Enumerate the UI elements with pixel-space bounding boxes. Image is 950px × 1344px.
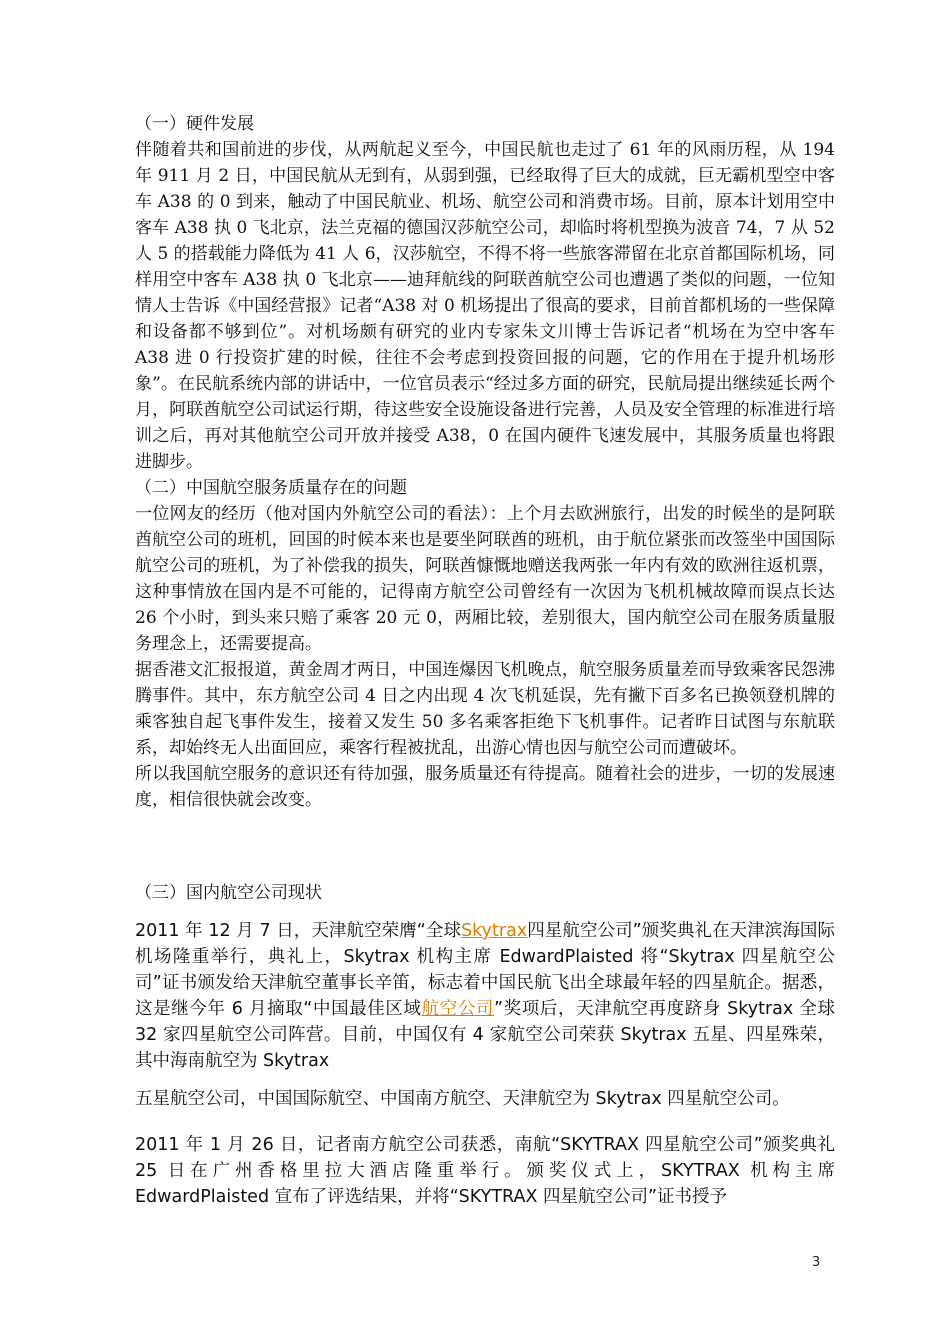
section3-p1-text-a: 2011 年 12 月 7 日，天津航空荣膺“全球	[135, 921, 462, 941]
skytrax-link[interactable]: Skytrax	[461, 921, 528, 941]
section1-paragraph: 伴随着共和国前进的步伐，从两航起义至今，中国民航也走过了 61 年的风雨历程，从 194 年 911 月 2 日，中国民航从无到有，从弱到强，已经取得了巨大的成就，巨无霸机型空中客车 A38 的 0 到来，触动了中国民航业、机场、航空公司和消费市场。目前，原本计划用空中客车 A38 执 0 飞北京，法兰克福的德国汉莎航空公司，却临时将机型换为波音 74，7 从 52 人 5 的搭载能力降低为 41 人 6，汉莎航空，不得不将一些旅客滞留在北京首都国际机场，同样用空中客车 A38 执 0 飞北京——迪拜航线的阿联酋航空公司也遭遇了类似的问题，一位知情人士告诉《中国经营报》记者“A38 对 0 机场提出了很高的要求，目前首都机场的一些保障和设备都不够到位”。对机场颇有研究的业内专家朱文川博士告诉记者“机场在为空中客车 A38 进 0 行投资扩建的时候，往往不会考虑到投资回报的问题，它的作用在于提升机场形象”。在民航系统内部的讲话中，一位官员表示“经过多方面的研究，民航局提出继续延长两个月，阿联酋航空公司试运行期，待这些安全设施设备进行完善，人员及安全管理的标准进行培训之后，再对其他航空公司开放并接受 A38，0 在国内硬件飞速发展中，其服务质量也将跟进脚步。	[135, 140, 835, 472]
section-hardware	[135, 111, 835, 813]
section3-heading: （三）国内航空公司现状	[135, 883, 322, 903]
section3-p1-text-c: ”奖项后，天津航空再度跻身 Skytrax 全球 32 家四星航空公司阵营。目前，中国仅有 4 家航空公司荣获 Skytrax 五星、四星殊荣，其中海南航空为 Skytrax	[135, 999, 836, 1071]
section3-paragraph-2: 五星航空公司，中国国际航空、中国南方航空、天津航空为 Skytrax 四星航空公司。	[135, 1089, 790, 1109]
section3-p1-text-b: 四星航空公司”颁奖典礼在天津滨海国际机场隆重举行，典礼上，Skytrax 机构主席 EdwardPlaisted 将“Skytrax 四星航空公司”证书颁发给天津航空董事长辛笛，标志着中国民航飞出全球最年轻的四星航企。据悉，这是继今年 6 月摘取“中国最佳区域	[135, 921, 835, 1019]
section1-heading: （一）硬件发展	[135, 114, 254, 134]
section-airline-status	[135, 918, 835, 1210]
section2-heading: （二）中国航空服务质量存在的问题	[135, 478, 407, 498]
section2-paragraph-3: 所以我国航空服务的意识还有待加强，服务质量还有待提高。随着社会的进步，一切的发展速度，相信很快就会改变。	[135, 764, 835, 810]
section2-paragraph-1: 一位网友的经历（他对国内外航空公司的看法）：上个月去欧洲旅行，出发的时候坐的是阿联酋航空公司的班机，回国的时候本来也是要坐阿联酋的班机，由于航位紧张而改签坐中国国际航空公司的班机，为了补偿我的损失，阿联酋慷慨地赠送我两张一年内有效的欧洲往返机票，这种事情放在国内是不可能的，记得南方航空公司曾经有一次因为飞机机械故障而误点长达 26 个小时，到头来只赔了乘客 20 元 0，两厢比较，差别很大，国内航空公司在服务质量服务理念上，还需要提高。	[135, 504, 835, 654]
section3-paragraph-3: 2011 年 1 月 26 日，记者南方航空公司获悉，南航“SKYTRAX 四星航空公司”颁奖典礼 25 日在广州香格里拉大酒店隆重举行。颁奖仪式上，SKYTRAX 机构主席 EdwardPlaisted 宣布了评选结果，并将“SKYTRAX 四星航空公司”证书授予	[135, 1135, 835, 1207]
airline-link[interactable]: 航空公司	[421, 999, 495, 1019]
section2-paragraph-2: 据香港文汇报报道，黄金周才两日，中国连爆因飞机晚点，航空服务质量差而导致乘客民怨沸腾事件。其中，东方航空公司 4 日之内出现 4 次飞机延误，先有撇下百多名已换领登机牌的乘客独自起飞事件发生，接着又发生 50 多名乘客拒绝下飞机事件。记者昨日试图与东航联系，却始终无人出面回应，乘客行程被扰乱，出游心情也因与航空公司而遭破坏。	[135, 660, 835, 758]
section3-paragraph-1	[135, 918, 835, 1074]
page-number: 3	[812, 1255, 821, 1270]
